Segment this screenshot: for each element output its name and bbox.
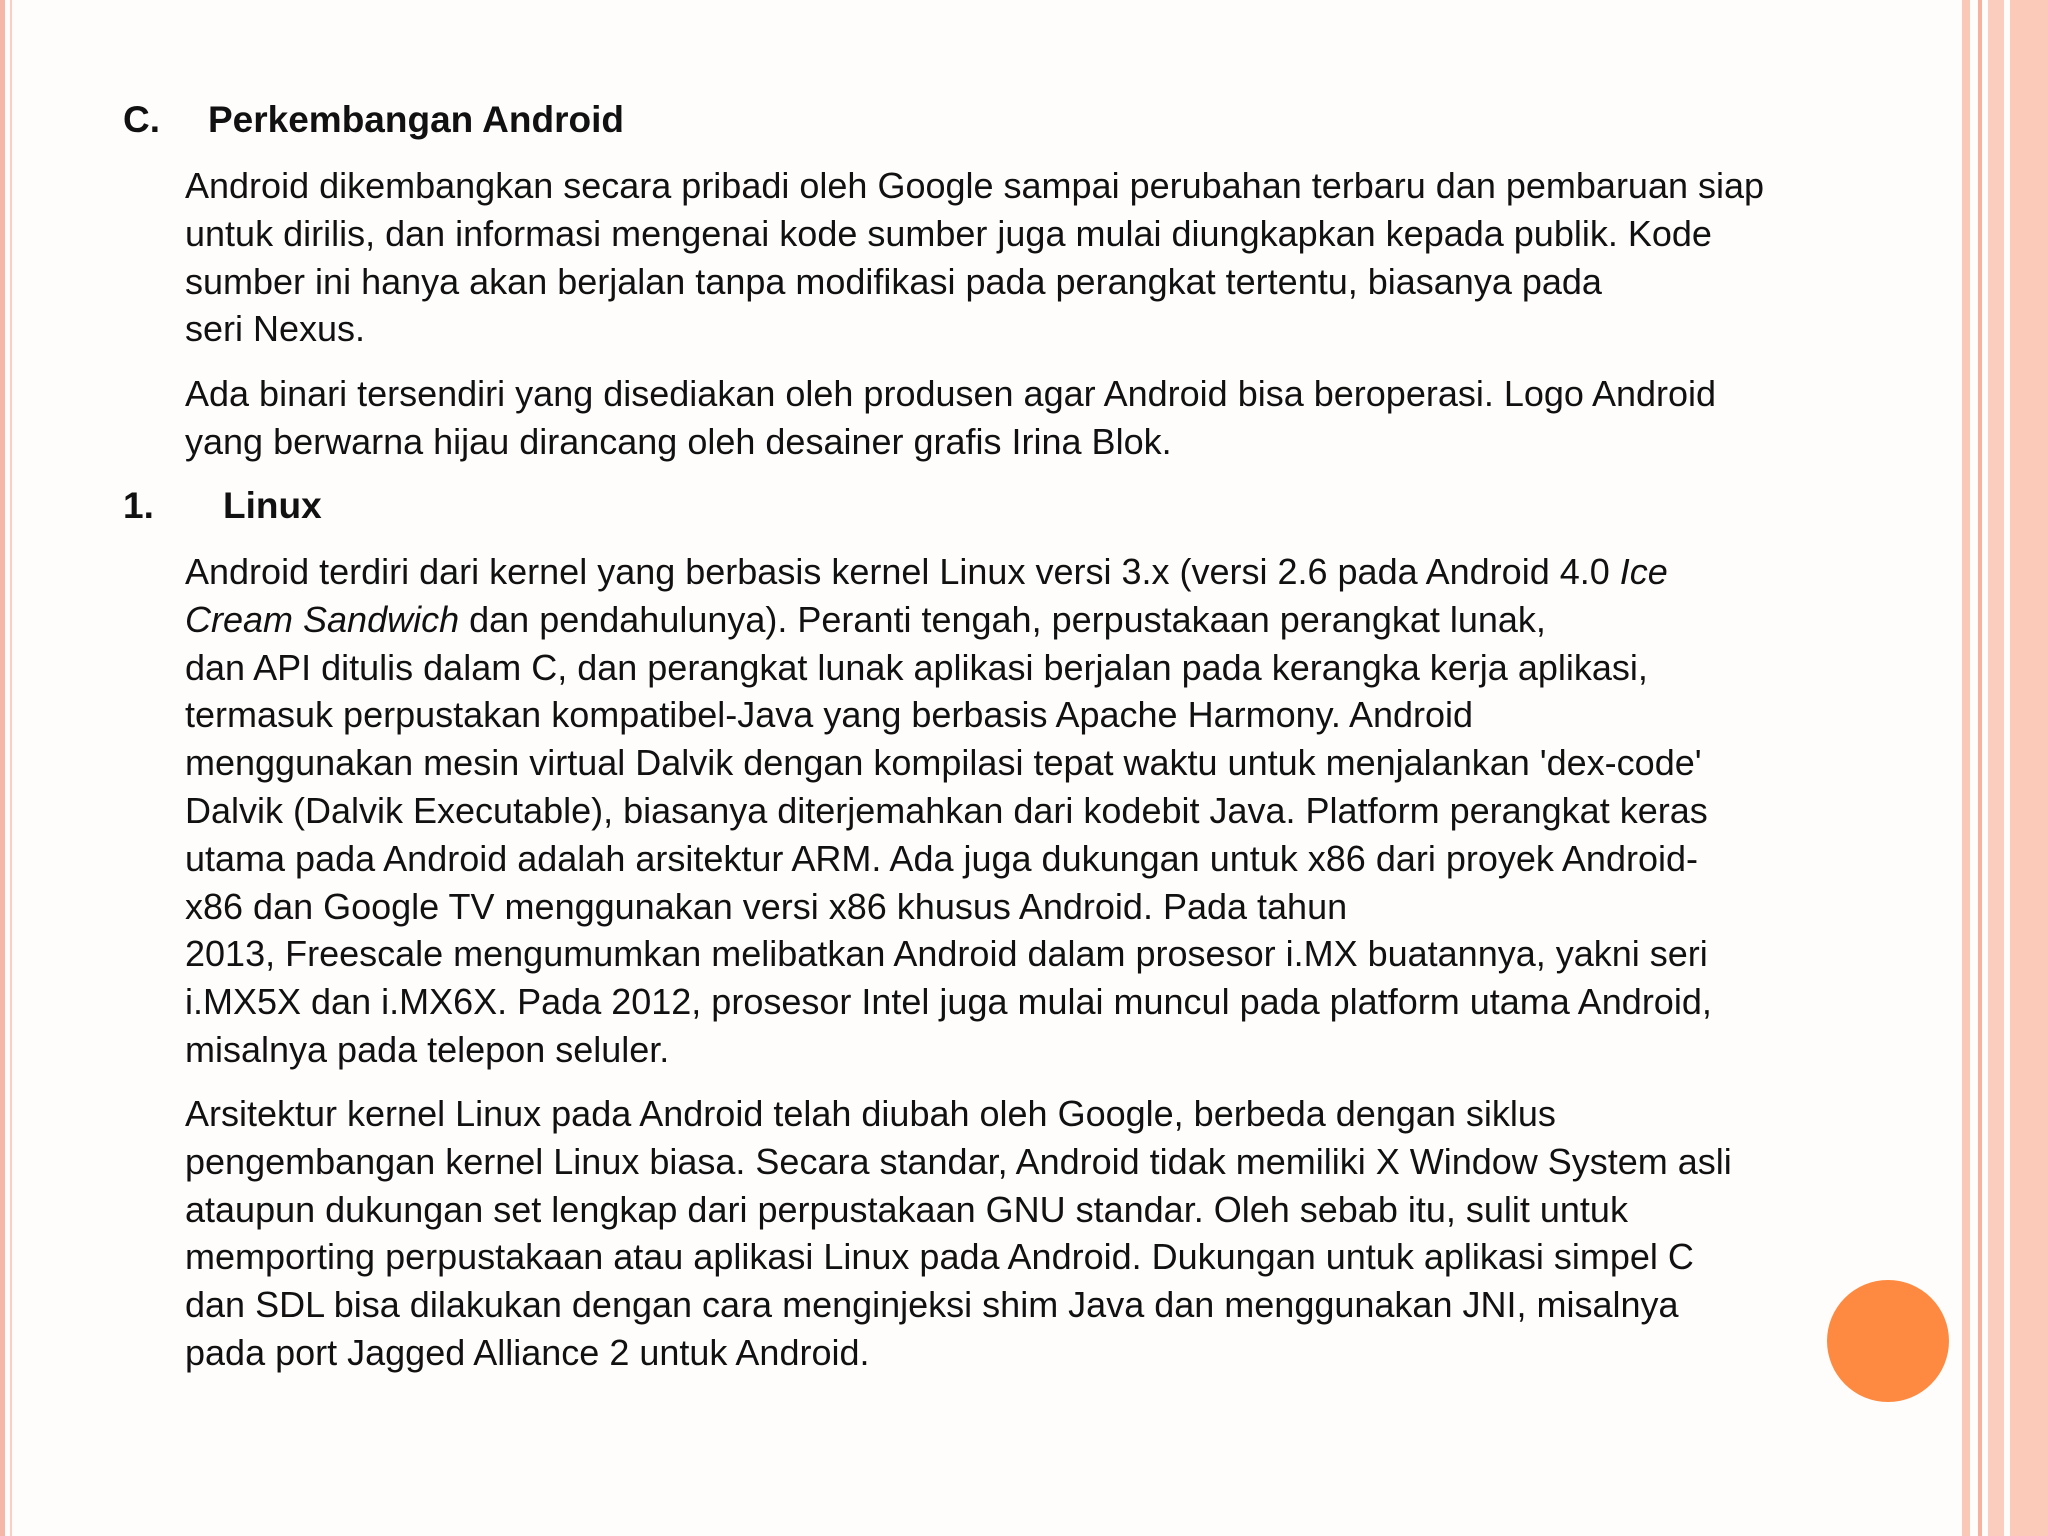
text-line: Dalvik (Dalvik Executable), biasanya diterjemahkan dari kodebit Java. Platform perangkat keras <box>185 789 1708 831</box>
text-line: menggunakan mesin virtual Dalvik dengan kompilasi tepat waktu untuk menjalankan 'dex-code' <box>185 742 1702 784</box>
linux-paragraph-1 <box>185 548 1955 1074</box>
subsection-title: Linux <box>223 485 322 526</box>
text-line: 2013, Freescale mengumumkan melibatkan Android dalam prosesor i.MX buatannya, yakni seri <box>185 933 1708 975</box>
section-paragraph-1 <box>185 162 1955 353</box>
text-line: yang berwarna hijau dirancang oleh desainer grafis Irina Blok. <box>185 420 1172 462</box>
italic-text: Ice <box>1619 551 1668 592</box>
text-line: sumber ini hanya akan berjalan tanpa modifikasi pada perangkat tertentu, biasanya pada <box>185 260 1602 302</box>
text-line: memporting perpustakaan atau aplikasi Linux pada Android. Dukungan untuk aplikasi simpel C <box>185 1236 1694 1278</box>
section-heading <box>123 98 624 142</box>
subsection-number: 1. <box>123 485 154 526</box>
text-line: dan API ditulis dalam C, dan perangkat lunak aplikasi berjalan pada kerangka kerja aplikasi, <box>185 646 1648 688</box>
text-line: pengembangan kernel Linux biasa. Secara standar, Android tidak memiliki X Window System asli <box>185 1140 1732 1182</box>
section-title: Perkembangan Android <box>208 99 624 140</box>
text-line <box>185 596 1955 644</box>
text-line: utama pada Android adalah arsitektur ARM. Ada juga dukungan untuk x86 dari proyek Android- <box>185 837 1698 879</box>
text-line: untuk dirilis, dan informasi mengenai kode sumber juga mulai diungkapkan kepada publik. Kode <box>185 212 1712 254</box>
text-line: pada port Jagged Alliance 2 untuk Android. <box>185 1331 870 1373</box>
text-line <box>185 548 1955 596</box>
text-line: ataupun dukungan set lengkap dari perpustakaan GNU standar. Oleh sebab itu, sulit untuk <box>185 1188 1628 1230</box>
subsection-heading <box>123 484 322 528</box>
frame-line-right-1 <box>1962 0 1970 1536</box>
text-segment: dan pendahulunya). Peranti tengah, perpustakaan perangkat lunak, <box>459 598 1546 640</box>
frame-line-right-3 <box>1988 0 2004 1536</box>
text-segment: Android terdiri dari kernel yang berbasis kernel Linux versi 3.x (versi 2.6 pada Android 4.0 <box>185 551 1620 592</box>
text-line: x86 dan Google TV menggunakan versi x86 khusus Android. Pada tahun <box>185 885 1348 927</box>
linux-paragraph-2 <box>185 1090 1955 1377</box>
text-line: Android dikembangkan secara pribadi oleh Google sampai perubahan terbaru dan pembaruan siap <box>185 165 1765 206</box>
text-line: misalnya pada telepon seluler. <box>185 1028 670 1070</box>
text-line: seri Nexus. <box>185 308 366 350</box>
text-line: termasuk perpustakan kompatibel-Java yang berbasis Apache Harmony. Android <box>185 694 1474 736</box>
text-line: dan SDL bisa dilakukan dengan cara menginjeksi shim Java dan menggunakan JNI, misalnya <box>185 1284 1679 1326</box>
italic-text: Cream Sandwich <box>185 598 460 640</box>
text-line: Ada binari tersendiri yang disediakan oleh produsen agar Android bisa beroperasi. Logo Android <box>185 373 1717 414</box>
section-paragraph-2 <box>185 370 1955 466</box>
section-number: C. <box>123 99 160 140</box>
frame-line-right-4 <box>2010 0 2048 1536</box>
text-line: Arsitektur kernel Linux pada Android telah diubah oleh Google, berbeda dengan siklus <box>185 1093 1556 1134</box>
text-line: i.MX5X dan i.MX6X. Pada 2012, prosesor Intel juga mulai muncul pada platform utama Android, <box>185 981 1712 1023</box>
frame-line-right-2 <box>1978 0 1982 1536</box>
